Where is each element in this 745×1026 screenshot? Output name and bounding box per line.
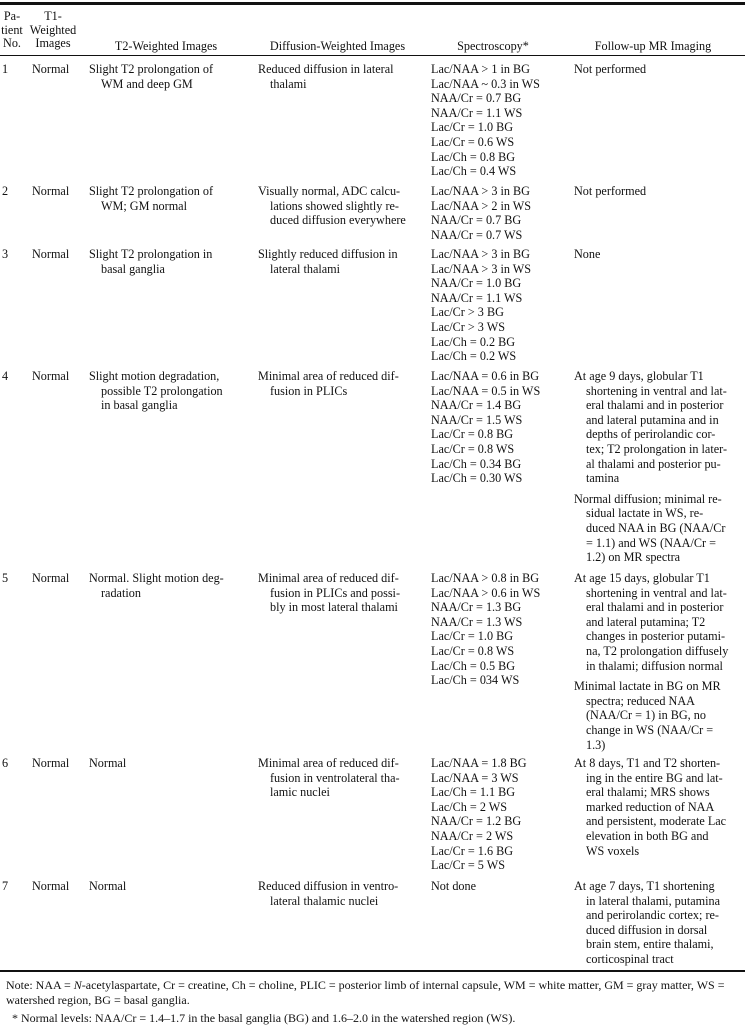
cell-t2 (89, 571, 224, 600)
cell-line: Lac/Ch = 0.34 BG (431, 456, 522, 471)
cell-line: Lac/Ch = 0.30 WS (431, 471, 523, 486)
cell-no: 2 (2, 184, 9, 198)
header-text: Images (35, 36, 71, 51)
cell-dwi (258, 571, 400, 615)
cell-line: Slight T2 prolongation in (89, 247, 213, 261)
cell-line: WS voxels (586, 843, 640, 858)
header-text: T2-Weighted Images (114, 39, 218, 53)
cell-line: NAA/Cr = 1.4 BG (431, 398, 522, 413)
note-text: Note: NAA = (6, 978, 74, 992)
cell-followup (574, 184, 646, 199)
cell-line: changes in posterior putami- (586, 629, 726, 644)
cell-t1: Normal (32, 247, 70, 261)
cell-line: Lac/Ch = 0.5 BG (431, 658, 516, 673)
cell-followup (574, 679, 721, 752)
cell-line: Lac/NAA = 1.8 BG (431, 756, 527, 770)
cell-no: 3 (2, 247, 9, 261)
cell-line: Lac/Cr = 0.6 WS (431, 134, 515, 149)
header-spectroscopy (428, 40, 558, 54)
cell-line: WM and deep GM (101, 76, 193, 91)
cell-line: Lac/Cr = 0.8 WS (431, 643, 515, 658)
cell-line: eral thalami and in posterior (586, 398, 724, 413)
cell-line: brain stem, entire thalami, (586, 937, 714, 952)
header-patient-no (0, 10, 24, 51)
cell-line: (NAA/Cr = 1) in BG, no (586, 708, 706, 723)
cell-line: eral thalami and in posterior (586, 600, 724, 615)
cell-line: 1.2) on MR spectra (586, 550, 681, 565)
header-text: Pa- (3, 9, 21, 23)
cell-line: Lac/NAA > 2 in WS (431, 198, 532, 213)
cell-no: 7 (2, 879, 9, 893)
header-rule (0, 55, 745, 56)
cell-line: duced diffusion everywhere (270, 213, 406, 228)
cell-line: Lac/Ch = 0.2 WS (431, 349, 517, 364)
cell-line: Slight motion degradation, (89, 369, 220, 383)
cell-line: Minimal lactate in BG on MR (574, 679, 721, 694)
cell-followup (574, 62, 646, 77)
cell-line: basal ganglia (101, 261, 165, 276)
header-text: Diffusion-Weighted Images (269, 39, 406, 53)
cell-t1: Normal (32, 62, 70, 76)
cell-line: At age 9 days, globular T1 (574, 369, 704, 383)
cell-line: lateral thalami (270, 261, 341, 276)
cell-line: Lac/NAA = 3 WS (431, 770, 519, 785)
cell-line: At 8 days, T1 and T2 shorten- (574, 756, 721, 770)
cell-line: ing in the entire BG and lat- (586, 770, 723, 785)
cell-line: duced NAA in BG (NAA/Cr (586, 520, 726, 535)
cell-line: Lac/NAA ~ 0.3 in WS (431, 76, 540, 91)
cell-line: None (574, 247, 601, 261)
cell-line: NAA/Cr = 1.1 WS (431, 105, 523, 120)
cell-line: Lac/NAA > 0.8 in BG (431, 571, 540, 585)
cell-dwi (258, 369, 399, 398)
cell-line: lations showed slightly re- (270, 198, 399, 213)
cell-line: corticospinal tract (586, 951, 674, 966)
cell-spec (431, 879, 476, 894)
header-text: No. (3, 36, 21, 51)
cell-line: Normal diffusion; minimal re- (574, 491, 722, 506)
cell-line: Lac/NAA > 0.6 in WS (431, 585, 541, 600)
cell-followup (574, 369, 727, 486)
cell-line: fusion in PLICs (270, 383, 348, 398)
cell-line: NAA/Cr = 1.2 BG (431, 814, 522, 829)
cell-line: Not performed (574, 184, 647, 198)
cell-dwi (258, 247, 398, 276)
table-top-rule (0, 2, 745, 5)
cell-line: At age 7 days, T1 shortening (574, 879, 715, 893)
cell-spec (431, 62, 540, 179)
header-text: T1- (44, 9, 62, 23)
cell-line: depths of perirolandic cor- (586, 427, 716, 442)
cell-line: Normal. Slight motion deg- (89, 571, 224, 585)
cell-line: NAA/Cr = 1.0 BG (431, 276, 522, 291)
cell-line: Slight T2 prolongation of (89, 184, 214, 198)
cell-line: NAA/Cr = 1.1 WS (431, 290, 523, 305)
cell-line: Reduced diffusion in ventro- (258, 879, 399, 893)
header-text: tient (1, 22, 23, 37)
cell-line: Lac/NAA > 3 in WS (431, 261, 532, 276)
footnote-text: * Normal levels: NAA/Cr = 1.4–1.7 in the basal ganglia (BG) and 1.6–2.0 in the watershed region (WS). (12, 1011, 516, 1025)
cell-line: al thalami and posterior pu- (586, 456, 721, 471)
cell-followup (574, 492, 725, 565)
table-bottom-rule (0, 970, 745, 972)
cell-spec (431, 184, 531, 242)
cell-no: 4 (2, 369, 9, 383)
header-t1 (28, 10, 78, 51)
cell-spec (431, 571, 540, 688)
cell-line: NAA/Cr = 2 WS (431, 828, 514, 843)
cell-line: na, T2 prolongation diffusely (586, 643, 729, 658)
cell-t1: Normal (32, 369, 70, 383)
cell-line: NAA/Cr = 0.7 BG (431, 91, 522, 106)
cell-line: Minimal area of reduced dif- (258, 756, 399, 770)
cell-t1: Normal (32, 184, 70, 198)
cell-line: Lac/NAA > 3 in BG (431, 184, 530, 198)
cell-spec (431, 756, 527, 873)
cell-line: change in WS (NAA/Cr = (586, 722, 714, 737)
cell-line: Lac/Ch = 034 WS (431, 673, 520, 688)
cell-line: Not done (431, 879, 477, 893)
cell-line: tamina (586, 471, 620, 486)
cell-line: NAA/Cr = 0.7 WS (431, 227, 523, 242)
cell-line: Lac/Cr = 1.6 BG (431, 843, 514, 858)
cell-t1: Normal (32, 879, 70, 893)
cell-line: spectra; reduced NAA (586, 693, 695, 708)
cell-line: sidual lactate in WS, re- (586, 506, 704, 521)
cell-line: Lac/Ch = 0.4 WS (431, 164, 517, 179)
header-text: Follow-up MR Imaging (594, 39, 712, 53)
cell-line: Minimal area of reduced dif- (258, 369, 399, 383)
header-followup (568, 40, 738, 54)
cell-dwi (258, 756, 400, 800)
header-t2 (86, 40, 246, 54)
cell-line: and lateral putamina and in (586, 412, 719, 427)
cell-t2 (89, 879, 126, 894)
cell-followup (574, 879, 720, 967)
cell-line: Lac/Cr = 1.0 BG (431, 120, 514, 135)
cell-t2 (89, 247, 212, 276)
cell-line: 1.3) (586, 737, 606, 752)
cell-spec (431, 247, 531, 364)
cell-line: tex; T2 prolongation in later- (586, 441, 728, 456)
note-text: -acetylaspartate, Cr = creatine, Ch = choline, PLIC = posterior limb of internal capsule, WM = white matter, GM = gray matter, WS = watershed region, BG = basal ganglia. (6, 978, 725, 1007)
cell-line: Lac/Cr = 5 WS (431, 858, 506, 873)
cell-line: Lac/Ch = 0.8 BG (431, 149, 516, 164)
cell-line: eral thalami; MRS shows (586, 785, 710, 800)
cell-line: Lac/NAA = 0.6 in BG (431, 369, 540, 383)
cell-followup (574, 571, 728, 673)
header-text: Spectroscopy* (457, 39, 529, 53)
cell-t1: Normal (32, 571, 70, 585)
cell-line: NAA/Cr = 0.7 BG (431, 213, 522, 228)
cell-line: thalami (270, 76, 307, 91)
cell-t1: Normal (32, 756, 70, 770)
cell-t2 (89, 184, 213, 213)
cell-line: Reduced diffusion in lateral (258, 62, 394, 76)
cell-line: radation (101, 585, 141, 600)
cell-followup (574, 756, 726, 858)
cell-t2 (89, 756, 126, 771)
cell-line: Lac/Ch = 0.2 BG (431, 334, 516, 349)
cell-line: lamic nuclei (270, 785, 330, 800)
cell-followup (574, 247, 600, 262)
cell-line: Lac/NAA = 0.5 in WS (431, 383, 541, 398)
cell-line: Visually normal, ADC calcu- (258, 184, 401, 198)
cell-line: NAA/Cr = 1.5 WS (431, 412, 523, 427)
cell-line: and persistent, moderate Lac (586, 814, 727, 829)
cell-no: 1 (2, 62, 9, 76)
cell-dwi (258, 184, 406, 228)
cell-line: in thalami; diffusion normal (586, 658, 723, 673)
table-note (6, 978, 740, 1008)
cell-dwi (258, 879, 398, 908)
cell-line: in basal ganglia (101, 398, 178, 413)
cell-no: 5 (2, 571, 9, 585)
cell-line: possible T2 prolongation (101, 383, 223, 398)
cell-line: Lac/NAA > 3 in BG (431, 247, 530, 261)
cell-spec (431, 369, 540, 486)
cell-line: marked reduction of NAA (586, 799, 715, 814)
cell-line: lateral thalamic nuclei (270, 893, 379, 908)
cell-line: Lac/Cr > 3 BG (431, 305, 504, 320)
cell-line: shortening in ventral and lat- (586, 585, 727, 600)
cell-line: bly in most lateral thalami (270, 600, 398, 615)
cell-line: and perirolandic cortex; re- (586, 908, 719, 923)
cell-line: NAA/Cr = 1.3 WS (431, 614, 523, 629)
cell-line: Not performed (574, 62, 647, 76)
cell-t2 (89, 369, 223, 413)
cell-line: Minimal area of reduced dif- (258, 571, 399, 585)
cell-line: Lac/Ch = 2 WS (431, 799, 508, 814)
cell-line: Slightly reduced diffusion in (258, 247, 398, 261)
note-italic: N (73, 978, 82, 992)
cell-line: Lac/Cr = 1.0 BG (431, 629, 514, 644)
header-text: Weighted (29, 22, 77, 37)
cell-t2 (89, 62, 213, 91)
cell-line: shortening in ventral and lat- (586, 383, 727, 398)
cell-line: At age 15 days, globular T1 (574, 571, 710, 585)
cell-line: NAA/Cr = 1.3 BG (431, 600, 522, 615)
cell-line: Lac/Cr > 3 WS (431, 319, 506, 334)
cell-line: Lac/Ch = 1.1 BG (431, 785, 516, 800)
cell-line: and lateral putamina; T2 (586, 614, 706, 629)
cell-line: WM; GM normal (101, 198, 187, 213)
cell-line: = 1.1) and WS (NAA/Cr = (586, 535, 716, 550)
cell-line: fusion in ventrolateral tha- (270, 770, 400, 785)
cell-line: Lac/Cr = 0.8 BG (431, 427, 514, 442)
cell-line: duced diffusion in dorsal (586, 922, 708, 937)
cell-line: Lac/NAA > 1 in BG (431, 62, 530, 76)
cell-line: Slight T2 prolongation of (89, 62, 214, 76)
cell-line: in lateral thalami, putamina (586, 893, 721, 908)
cell-line: Lac/Cr = 0.8 WS (431, 441, 515, 456)
cell-dwi (258, 62, 394, 91)
cell-line: fusion in PLICs and possi- (270, 585, 401, 600)
cell-no: 6 (2, 756, 9, 770)
cell-line: Normal (89, 756, 127, 770)
header-dwi (255, 40, 420, 54)
cell-line: elevation in both BG and (586, 828, 709, 843)
cell-line: Normal (89, 879, 127, 893)
table-footnote (12, 1011, 745, 1026)
